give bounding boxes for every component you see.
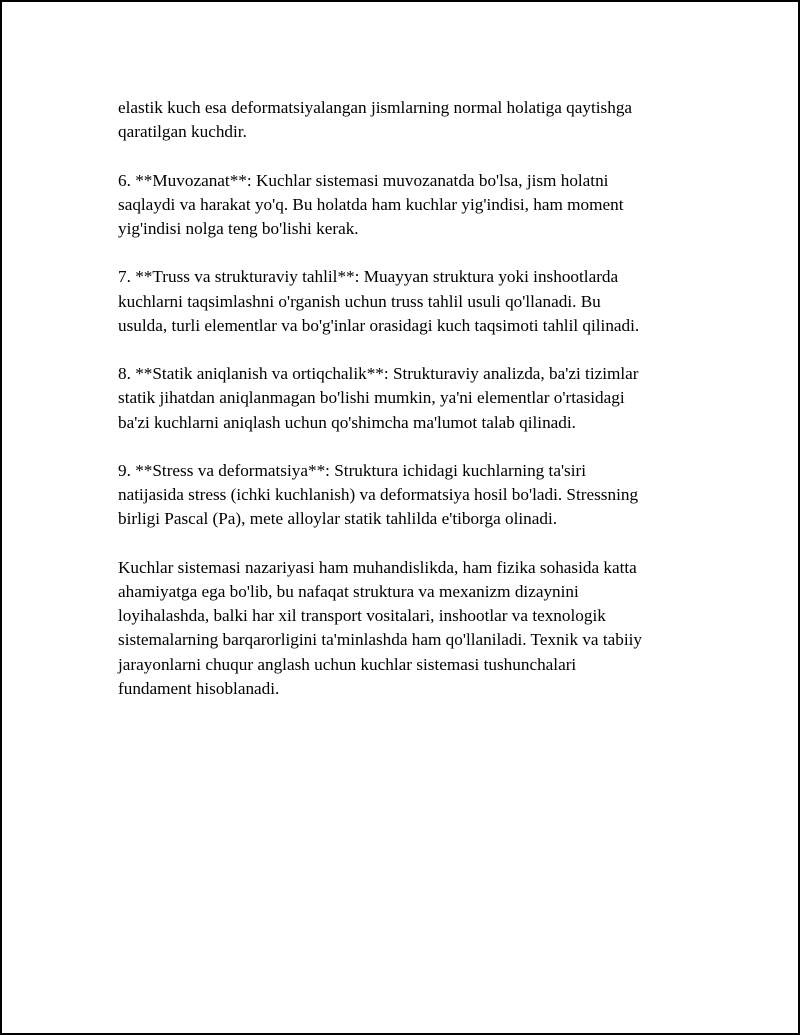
- paragraph-static-determinacy: 8. **Statik aniqlanish va ortiqchalik**: Strukturaviy analizda, ba'zi tizimlar statik jihatdan aniqlanmagan bo'lishi mumkin, ya'ni elementlar o'rtasidagi ba'zi kuchlarni aniqlash uchun qo'shimcha ma'lumot talab qilinadi.: [118, 364, 639, 432]
- document-body: [118, 96, 698, 725]
- paragraph-stress-deformation: 9. **Stress va deformatsiya**: Struktura ichidagi kuchlarning ta'siri natijasida stress (ichki kuchlanish) va deformatsiya hosil bo'ladi. Stressning birligi Pascal (Pa), mete alloylar statik tahlilda e'tiborga olinadi.: [118, 460, 639, 529]
- paragraph-conclusion: Kuchlar sistemasi nazariyasi ham muhandislikda, ham fizika sohasida katta ahamiyatga ega bo'lib, bu nafaqat struktura va mexanizm dizaynini loyihalashda, balki har xil transport vositalari, inshootlar va texnologik sistemalarning barqarorligini ta'minlashda ham qo'llaniladi. Texnik va tabiiy jarayonlarni chuqur anglash uchun kuchlar sistemasi tushunchalari fundament hisoblanadi.: [118, 557, 642, 698]
- paragraph-equilibrium: 6. **Muvozanat**: Kuchlar sistemasi muvozanatda bo'lsa, jism holatni saqlaydi va harakat yo'q. Bu holatda ham kuchlar yig'indisi, ham moment yig'indisi nolga teng bo'lishi kerak.: [118, 170, 624, 238]
- paragraph-elastic-force: elastik kuch esa deformatsiyalangan jismlarning normal holatiga qaytishga qaratilgan kuchdir.: [118, 98, 633, 142]
- paragraph-truss-analysis: 7. **Truss va strukturaviy tahlil**: Muayyan struktura yoki inshootlarda kuchlarni taqsimlashni o'rganish uchun truss tahlil usuli qo'llanadi. Bu usulda, turli elementlar va bo'g'inlar orasidagi kuch taqsimoti tahlil qilinadi.: [118, 267, 640, 335]
